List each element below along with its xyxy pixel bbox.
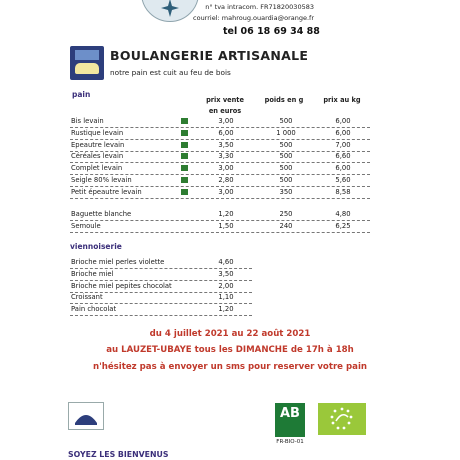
price-cell: 1,10 — [218, 293, 234, 302]
price-cell: 2,80 — [218, 176, 234, 184]
product-name: Epeautre levain — [71, 140, 125, 149]
table-row — [70, 175, 370, 187]
price-per-kg-cell: 6,00 — [335, 128, 351, 137]
weight-cell: 350 — [279, 187, 293, 196]
table-row — [70, 269, 252, 281]
table-row — [70, 140, 370, 152]
weight-cell: 500 — [279, 140, 293, 149]
table-row — [70, 116, 370, 128]
eu-organic-logo-icon — [318, 403, 366, 435]
price-cell: 1,20 — [218, 210, 234, 218]
product-name: Croissant — [71, 293, 103, 302]
price-per-kg-cell: 6,60 — [335, 152, 351, 161]
price-per-kg-cell: 6,00 — [335, 117, 351, 125]
welcome-footer: SOYEZ LES BIENVENUS — [68, 450, 169, 459]
product-name: Seigle 80% levain — [71, 176, 132, 184]
price-per-kg-cell: 7,00 — [335, 140, 351, 149]
table-row — [70, 281, 252, 293]
page-subtitle: notre pain est cuit au feu de bois — [110, 68, 231, 77]
table-row — [70, 128, 370, 140]
email-text: courriel: mahroug.ouardia@orange.fr — [193, 14, 314, 22]
section-pain: pain — [72, 90, 91, 99]
product-name: Pain chocolat — [71, 305, 117, 314]
col-weight-header: poids en g — [264, 96, 304, 104]
organic-leaf-icon — [181, 118, 188, 124]
ab-certification-code: FR-BIO-01 — [276, 439, 304, 445]
table-row — [70, 257, 252, 269]
price-cell: 6,00 — [218, 128, 234, 137]
phone-number: tel 06 18 69 34 88 — [223, 26, 320, 37]
product-name: Céréales levain — [71, 152, 124, 161]
price-per-kg-cell: 5,60 — [335, 176, 351, 184]
price-cell: 3,30 — [218, 152, 234, 161]
price-cell: 1,50 — [218, 221, 234, 230]
col-kg-header: prix au kg — [323, 96, 361, 104]
place-text: au LAUZET-UBAYE tous les DIMANCHE de 17h à 18h — [106, 345, 354, 355]
table-row — [70, 221, 370, 233]
table-row — [70, 187, 370, 199]
price-cell: 3,50 — [218, 140, 234, 149]
price-per-kg-cell: 8,58 — [335, 187, 351, 196]
dates-text: du 4 juillet 2021 au 22 août 2021 — [149, 329, 311, 339]
table-row — [70, 151, 370, 163]
weight-cell: 500 — [279, 164, 293, 173]
weight-cell: 240 — [279, 221, 293, 230]
table-row — [70, 292, 252, 304]
product-name: Brioche miel perles violette — [71, 258, 165, 266]
product-name: Complet levain — [71, 164, 123, 173]
price-cell: 1,20 — [218, 305, 234, 314]
product-name: Baguette blanche — [71, 210, 132, 218]
product-name: Petit épeautre levain — [71, 187, 142, 196]
organic-leaf-icon — [181, 142, 188, 148]
price-cell: 3,00 — [218, 187, 234, 196]
weight-cell: 1 000 — [276, 128, 296, 137]
organic-leaf-icon — [181, 177, 188, 183]
price-per-kg-cell: 4,80 — [335, 210, 351, 218]
weight-cell: 500 — [279, 117, 293, 125]
weight-cell: 250 — [279, 210, 293, 218]
agriculture-logo-icon — [68, 402, 104, 430]
table-row — [70, 209, 370, 221]
price-per-kg-cell: 6,25 — [335, 221, 351, 230]
organic-leaf-icon — [181, 165, 188, 171]
product-name: Rustique levain — [71, 128, 124, 137]
price-cell: 4,60 — [218, 258, 234, 266]
price-cell: 3,50 — [218, 269, 234, 278]
page-title: BOULANGERIE ARTISANALE — [110, 48, 309, 63]
product-name: Semoule — [71, 221, 101, 230]
ab-organic-logo-icon: AB — [275, 403, 305, 437]
price-cell: 3,00 — [218, 164, 234, 173]
product-name: Brioche miel pepites chocolat — [71, 281, 172, 290]
product-name: Brioche miel — [71, 269, 114, 278]
organic-leaf-icon — [181, 130, 188, 136]
vat-number: n° tva intracom. FR71820030583 — [205, 3, 314, 11]
col-price-header: prix vente en euros — [206, 96, 244, 115]
section-viennoiserie: viennoiserie — [70, 242, 122, 251]
table-row — [70, 163, 370, 175]
price-cell: 3,00 — [218, 117, 234, 125]
compass-logo-icon — [141, 0, 199, 22]
organic-leaf-icon — [181, 189, 188, 195]
weight-cell: 500 — [279, 176, 293, 184]
organic-leaf-icon — [181, 153, 188, 159]
bakery-logo-icon — [70, 46, 104, 80]
product-name: Bis levain — [71, 117, 104, 125]
price-per-kg-cell: 6,00 — [335, 164, 351, 173]
sms-text: n'hésitez pas à envoyer un sms pour reserver votre pain — [92, 362, 368, 372]
weight-cell: 500 — [279, 152, 293, 161]
price-cell: 2,00 — [218, 281, 234, 290]
table-row — [70, 304, 252, 316]
